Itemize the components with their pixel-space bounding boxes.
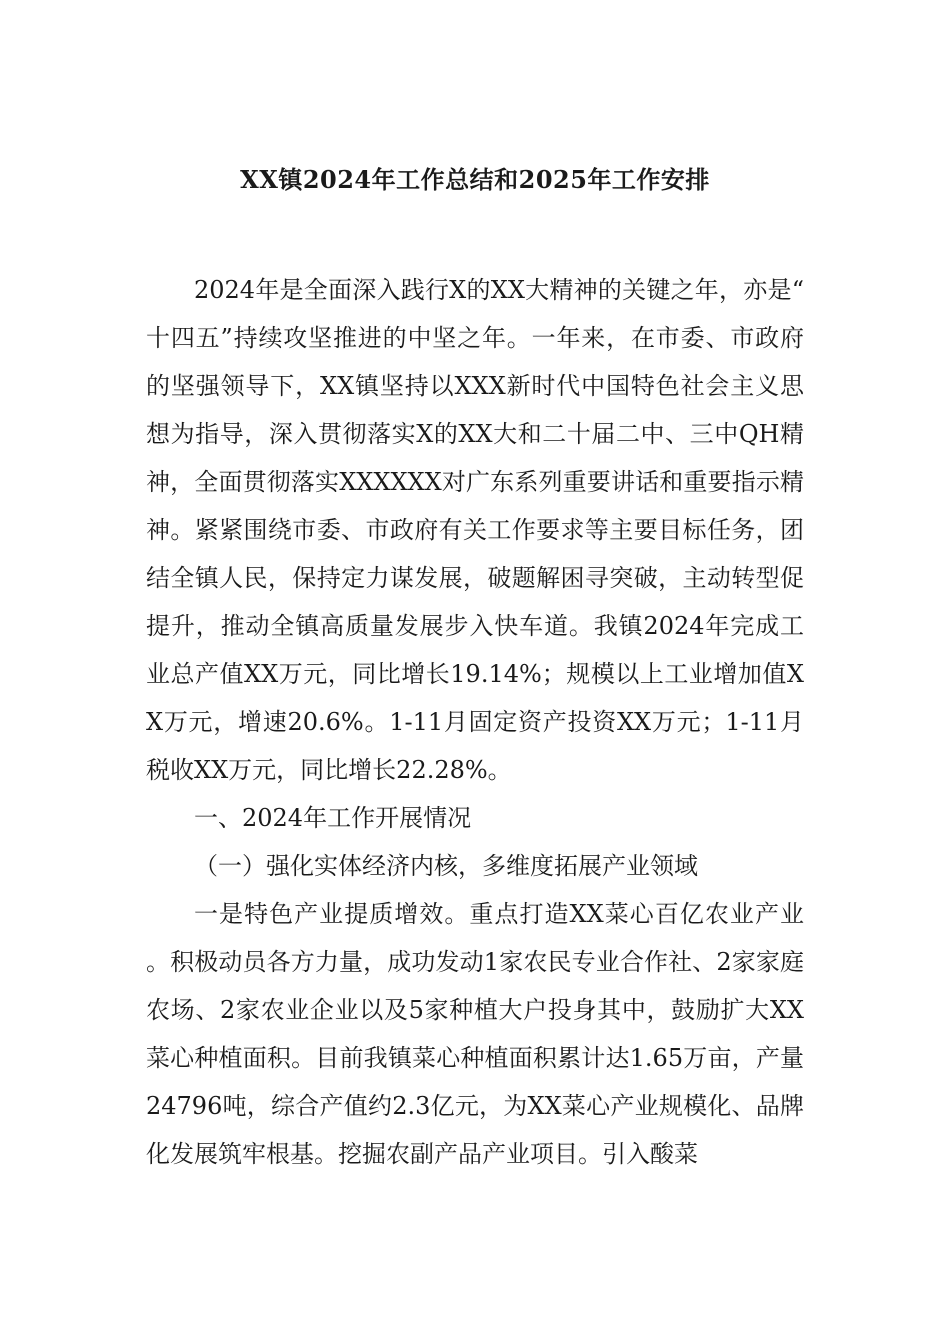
document-title: XX镇2024年工作总结和2025年工作安排 xyxy=(240,165,710,194)
subsection-heading: （一）强化实体经济内核，多维度拓展产业领域 xyxy=(194,852,698,880)
intro-paragraph: 2024年是全面深入践行X的XX大精神的关键之年，亦是“十四五”持续攻坚推进的中坚之年。一年来，在市委、市政府的坚强领导下，XX镇坚持以XXX新时代中国特色社会主义思想为指导，深入贯彻落实X的XX大和二十届二中、三中QH精神，全面贯彻落实XXXXXX对广东系列重要讲话和重要指示精神。紧紧围绕市委、市政府有关工作要求等主要目标任务，团结全镇人民，保持定力谋发展，破题解困寻突破，主动转型促提升，推动全镇高质量发展步入快车道。我镇2024年完成工业总产值XX万元，同比增长19.14%；规模以上工业增加值XX万元，增速20.6%。1-11月固定资产投资XX万元；1-11月税收XX万元，同比增长22.28%。 xyxy=(146,276,804,784)
body-paragraph: 一是特色产业提质增效。重点打造XX菜心百亿农业产业。积极动员各方力量，成功发动1家农民专业合作社、2家家庭农场、2家农业企业以及5家种植大户投身其中，鼓励扩大XX菜心种植面积。目前我镇菜心种植面积累计达1.65万亩，产量24796吨，综合产值约2.3亿元，为XX菜心产业规模化、品牌化发展筑牢根基。挖掘农副产品产业项目。引入酸菜 xyxy=(146,900,804,1168)
document-body xyxy=(146,266,804,1178)
section-heading: 一、2024年工作开展情况 xyxy=(194,804,472,832)
